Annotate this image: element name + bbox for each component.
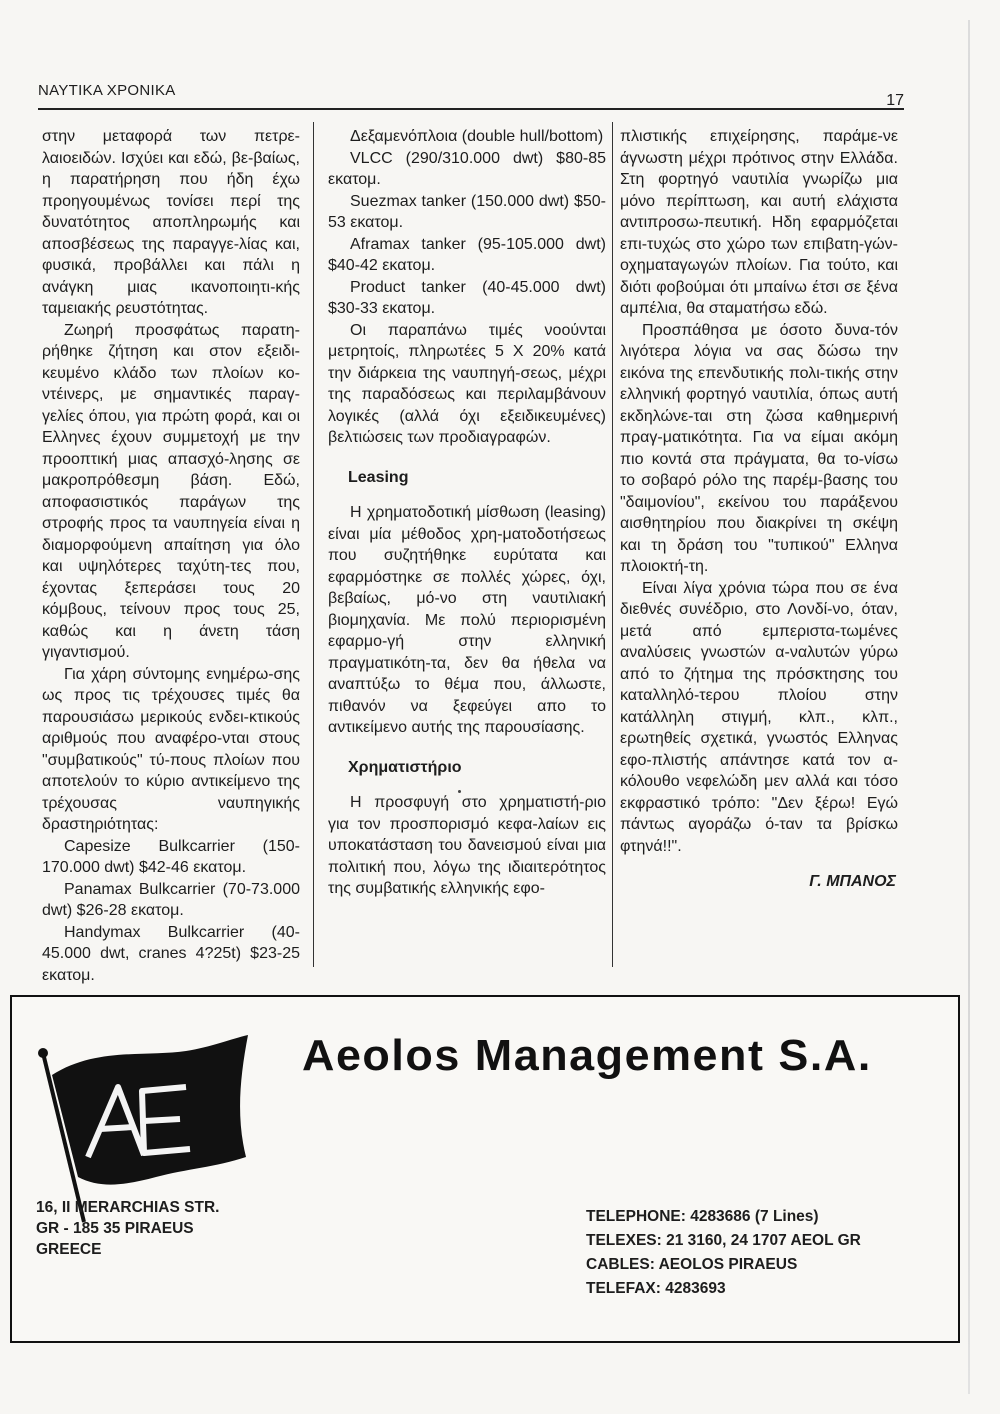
telex-line: TELEXES: 21 3160, 24 1707 AEOL GR <box>586 1232 861 1249</box>
header-rule <box>38 108 904 110</box>
advertisement-box <box>10 995 960 1343</box>
paragraph: στην μεταφορά των πετρε-λαιοειδών. Ισχύει και εδώ, βε-βαίως, η παρατήρηση που ήδη έχω προηγουμένως τονίσει περί της δυνατότητος αποπληρωμής και αποσβέσεως της παραγγε-λίας και, φυσικά, προβάλλει και πάλι η ανάγκη μιας ικανοποιητι-κής ταμειακής ρευστότητας. <box>42 128 300 317</box>
telephone-line: TELEPHONE: 4283686 (7 Lines) <box>586 1208 819 1225</box>
column-divider-1 <box>313 122 314 967</box>
address-line: GREECE <box>36 1241 102 1258</box>
paragraph: Οι παραπάνω τιμές νοούνται μετρητοίς, πληρωτέες 5 Χ 20% κατά την διάρκεια της ναυπηγή-σεως, μέχρι της παραδόσεως και περιλαμβάνουν λογικές (αλλά όχι εξειδικευμένες) βελτιώσεις των προδιαγραφών. <box>328 321 606 446</box>
page-number: 17 <box>886 92 904 109</box>
company-address <box>36 1197 219 1260</box>
article-column-2 <box>328 126 606 900</box>
section-heading-exchange: Χρηματιστήριο <box>348 758 462 776</box>
price-item: Product tanker (40-45.000 dwt) $30-33 εκατομ. <box>328 278 606 317</box>
cables-line: CABLES: AEOLOS PIRAEUS <box>586 1256 798 1273</box>
running-title: ΝΑΥΤΙΚΑ ΧΡΟΝΙΚΑ <box>38 82 176 99</box>
author-signature: Γ. ΜΠΑΝΟΣ <box>809 873 896 890</box>
flag-logo <box>26 1017 256 1227</box>
article-column-1 <box>42 126 300 986</box>
price-item: VLCC (290/310.000 dwt) $80-85 εκατομ. <box>328 149 606 188</box>
paragraph: Η χρηματοδοτική μίσθωση (leasing) είναι μία μέθοδος χρη-ματοδοτήσεως που συζητήθηκε ευρύτατα και εφαρμόστηκε σε πολλές χώρες, όχι, βεβαίως, μό-νο στη ναυτιλιακή βιομηχανία. Με πολύ περιορισμένη εφαρμο-γή στην ελληνική πραγματικότη-τα, δεν θα ήθελα να αναπτύξω το θέμα που, άλλωστε, πιθανόν να ξεφεύγει απο το αντικείμενο αυτής της παρουσίασης. <box>328 504 606 736</box>
price-item: Handymax Bulkcarrier (40-45.000 dwt, cranes 4?25t) $23-25 εκατομ. <box>42 923 300 984</box>
paragraph: Ζωηρή προσφάτως παρατη-ρήθηκε ζήτηση και στον εξειδι-κευμένο κλάδο των πλοίων κο-ντέινερς, με σημαντικές παραγ-γελίες όπου, για πρώτη φορά, και οι Ελληνες έχουν συμμετοχή με την προοπτική μιας απασχό-λησης σε μακροπρόθεσμη βάση. Εδώ, αποφασιστικός παράγων της στροφής προς τα ναυπηγεία είναι η διαμορφούμενη απαίτηση για όλο και υψηλότερες ταχύτη-τες που, έχοντας ξεπεράσει τους 20 κόμβους, τείνουν προς τους 25, καθώς και η άνετη τάση γιγαντισμού. <box>42 321 300 661</box>
price-item: Suezmax tanker (150.000 dwt) $50-53 εκατομ. <box>328 192 606 231</box>
paragraph: πλιστικής επιχείρησης, παράμε-νε άγνωστη μέχρι πρότινος στην Ελλάδα. Στη φορτηγό ναυτιλία γνωρίζω μια μόνο περίπτωση, και αυτή ελάχιστα αντιπροσω-πευτική. Ηδη εφαρμόζεται επι-τυχώς στο χώρο των επιβατη-γών-οχηματαγωγών πλοίων. Για τούτο, και διότι φοβούμαι ότι μπαίνω έτσι σε ξένα αμπέλια, θα σταματήσω εδώ. <box>620 128 898 317</box>
page-header <box>38 78 904 108</box>
address-line: GR - 185 35 PIRAEUS <box>36 1220 194 1237</box>
price-item: Capesize Bulkcarrier (150-170.000 dwt) $42-46 εκατομ. <box>42 837 300 876</box>
section-heading-leasing: Leasing <box>348 468 409 486</box>
stray-dot <box>458 790 461 793</box>
telefax-line: TELEFAX: 4283693 <box>586 1280 726 1297</box>
paragraph: Για χάρη σύντομης ενημέρω-σης ως προς τις τρέχουσες τιμές θα παρουσιάσω μερικούς ενδει-κτικούς αριθμούς που αναφέρο-νται στους "συμβατικούς" τύ-πους πλοίων που αποτελούν το κύριο αντικείμενο της τρέχουσας ναυπηγικής δραστηριότητας: <box>42 665 300 833</box>
article-column-3 <box>620 126 898 893</box>
price-item: Aframax tanker (95-105.000 dwt) $40-42 εκατομ. <box>328 235 606 274</box>
tanker-heading: Δεξαμενόπλοια (double hull/bottom) <box>350 128 604 145</box>
column-divider-2 <box>612 122 613 967</box>
paragraph: Η προσφυγή στο χρηματιστή-ριο για τον προσπορισμό κεφα-λαίων εις υποκατάσταση του δανεισμού είναι μια πολιτική που, λόγω της ιδιαιτερότητος της συμβατικής ελληνικής εφο- <box>328 794 606 897</box>
paragraph: Είναι λίγα χρόνια τώρα που σε ένα διεθνές συνέδριο, στο Λονδί-νο, όταν, μετά από εμπεριστα-τωμένες αναλύσεις γνωστών α-ναλυτών γύρω από το ζήτημα της πρόσκτησης του καταλληλό-τερου πλοίου στην κατάλληλη στιγμή, κλπ., κλπ., ερωτηθείς σχετικά, γνωστός Ελληνας εφο-πλιστής απάντησε κατά τον α-κόλουθο νεφελώδη μεν αλλά και τόσο εκφραστικό τρόπο: "Δεν ξέρω! Εγώ πάντως αγοράζω ό-ταν τα βρίσκω φτηνά!!". <box>620 579 898 855</box>
price-item: Panamax Bulkcarrier (70-73.000 dwt) $26-28 εκατομ. <box>42 880 300 919</box>
page-edge-line <box>968 20 970 1394</box>
company-name: Aeolos Management S.A. <box>302 1031 872 1080</box>
address-line: 16, II MERARCHIAS STR. <box>36 1199 220 1216</box>
company-contacts <box>586 1205 861 1301</box>
paragraph: Προσπάθησα με όσοτο δυνα-τόν λιγότερα λόγια να σας δώσω την εικόνα της επενδυτικής πολι-τικής στην ελληνική φορτηγό ναυτιλία, όπως αυτή εκδηλώνε-ται στη ζώσα καθημερινή πραγ-ματικότητα. Για να είμαι ακόμη πιο κοντά στα πράγματα, θα το-νίσω το σοβαρό ρόλο της παρέμ-βασης του "δαιμονίου", εκείνου του παράξενου αισθητηρίου που διακρίνει τη σκέψη και τη δράση του "τυπικού" Ελληνα πλοιοκτή-τη. <box>620 321 898 575</box>
flag-icon <box>26 1017 256 1227</box>
